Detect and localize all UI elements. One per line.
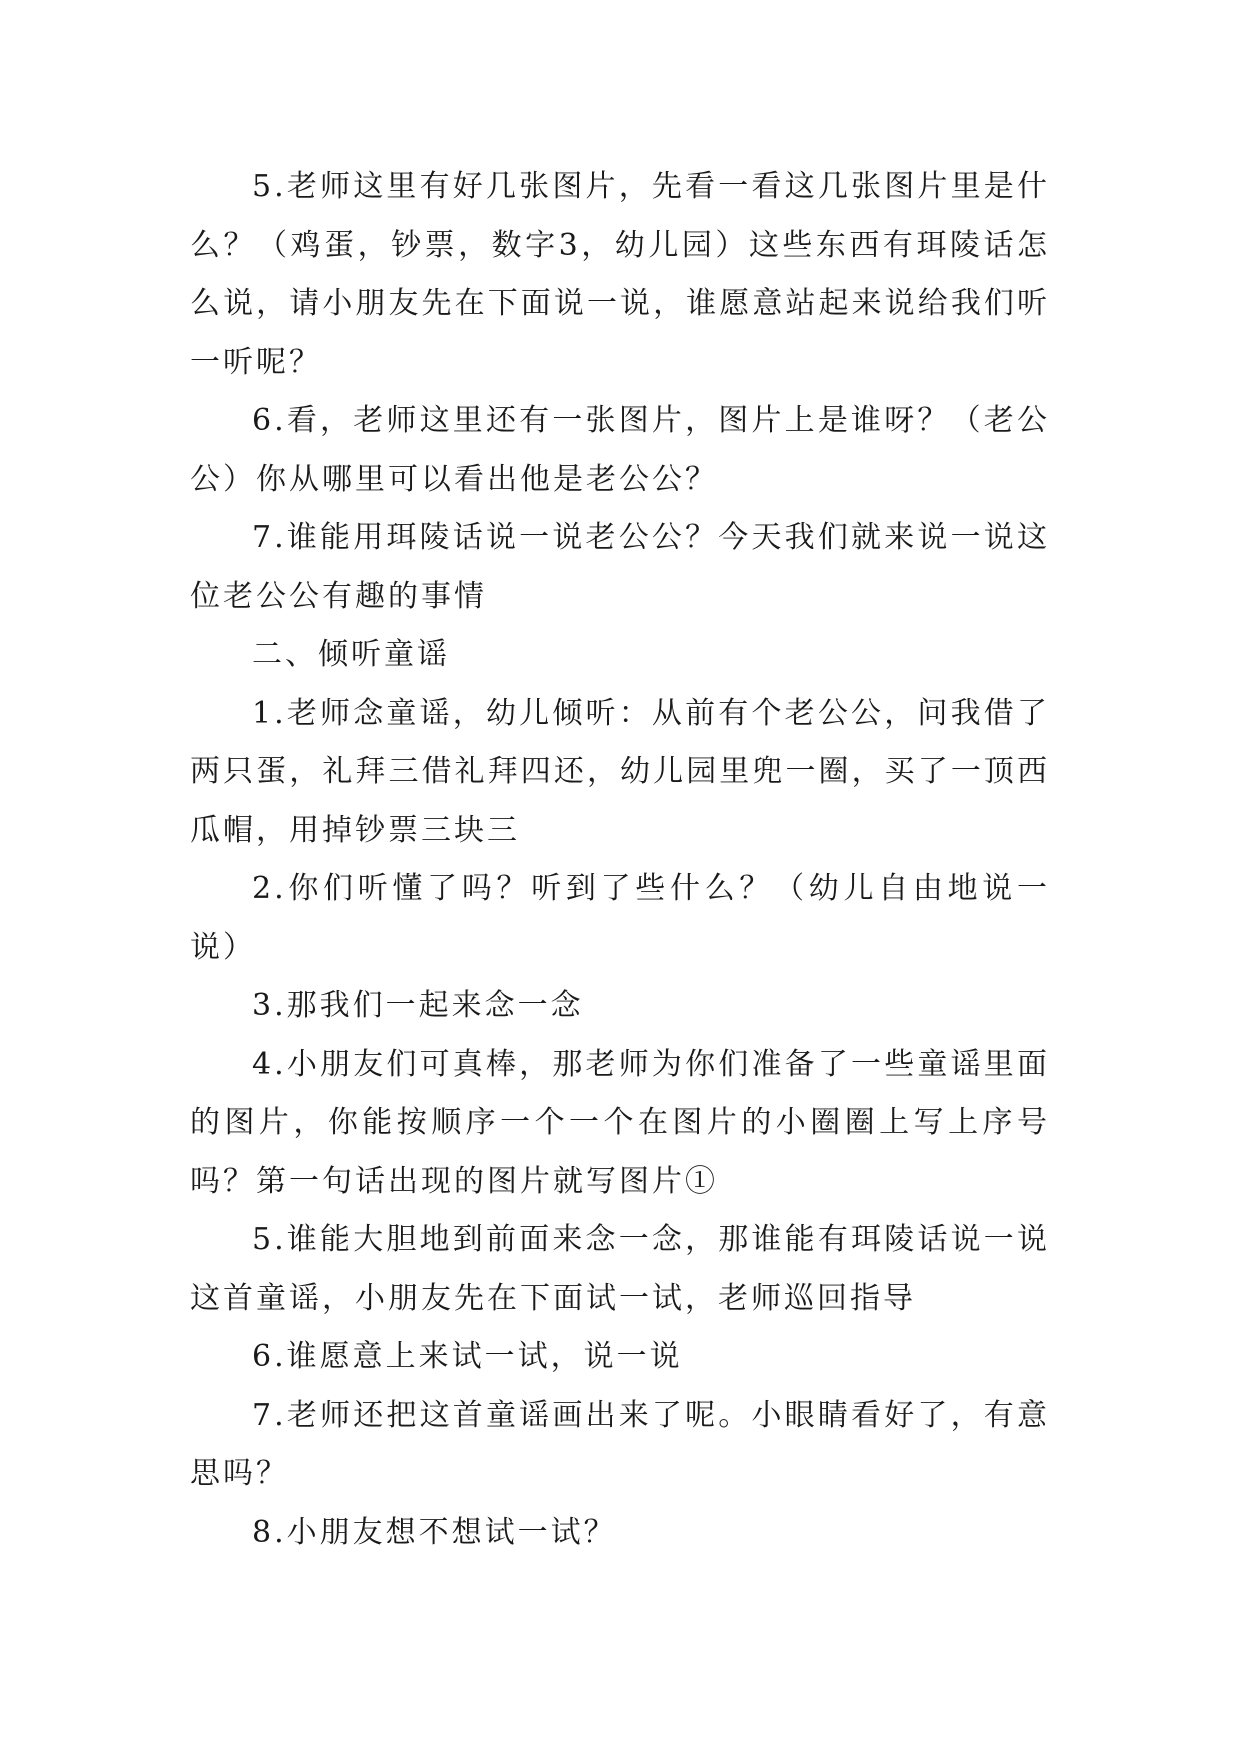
paragraph-item-7-drawn: 7.老师还把这首童谣画出来了呢。小眼睛看好了，有意思吗？ [190,1397,1050,1491]
section-heading-listen: 二、倾听童谣 [252,637,450,672]
document-body [190,158,1050,1562]
paragraph-item-2-understand: 2.你们听懂了吗？听到了些什么？（幼儿自由地说一说） [190,871,1050,965]
paragraph-item-3-recite: 3.那我们一起来念一念 [252,988,584,1023]
paragraph-item-8-want: 8.小朋友想不想试一试？ [252,1514,617,1550]
paragraph-item-6-picture: 6.看，老师这里还有一张图片，图片上是谁呀？（老公公）你从哪里可以看出他是老公公？ [190,403,1050,497]
paragraph-item-4-order: 4.小朋友们可真棒，那老师为你们准备了一些童谣里面的图片，你能按顺序一个一个在图片的小圈圈上写上序号吗？第一句话出现的图片就写图片① [190,1046,1050,1199]
paragraph-item-6-try: 6.谁愿意上来试一试，说一说 [252,1339,683,1374]
paragraph-item-1-rhyme: 1.老师念童谣，幼儿倾听：从前有个老公公，问我借了两只蛋，礼拜三借礼拜四还，幼儿园里兜一圈，买了一顶西瓜帽，用掉钞票三块三 [190,695,1050,848]
paragraph-item-5-pictures: 5.老师这里有好几张图片，先看一看这几张图片里是什么？（鸡蛋，钞票，数字3，幼儿园）这些东西有珥陵话怎么说，请小朋友先在下面说一说，谁愿意站起来说给我们听一听呢？ [190,169,1050,380]
paragraph-item-7-dialect: 7.谁能用珥陵话说一说老公公？今天我们就来说一说这位老公公有趣的事情 [190,520,1050,614]
paragraph-item-5-brave: 5.谁能大胆地到前面来念一念，那谁能有珥陵话说一说这首童谣，小朋友先在下面试一试，老师巡回指导 [190,1222,1050,1316]
